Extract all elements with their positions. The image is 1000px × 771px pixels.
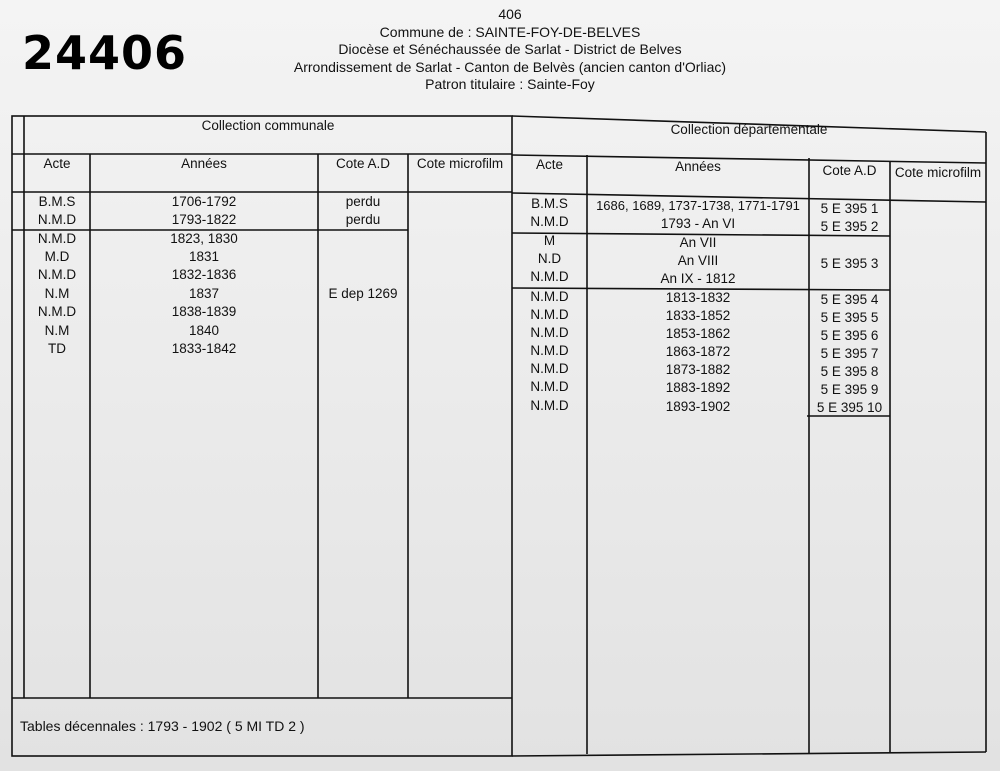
row-acte: M.D — [44, 249, 70, 264]
row-cote: E dep 1269 — [328, 286, 398, 301]
departemental-col-annees: Années — [675, 159, 721, 174]
row-annees: 1853-1862 — [665, 326, 731, 341]
row-annees: 1686, 1689, 1737-1738, 1771-1791 — [596, 198, 800, 213]
row-acte: N.M.D — [530, 289, 569, 304]
row-annees: 1831 — [188, 249, 220, 264]
communal-col-cote-ad: Cote A.D — [335, 156, 391, 171]
row-acte: N.M.D — [530, 269, 569, 284]
row-acte: N.M.D — [530, 361, 569, 376]
row-cote: perdu — [345, 194, 381, 209]
departemental-col-acte: Acte — [535, 157, 563, 172]
row-annees: 1838-1839 — [171, 304, 237, 319]
row-acte: M — [543, 233, 556, 248]
row-acte: N.M.D — [37, 267, 77, 282]
arrondissement-line: Arrondissement de Sarlat - Canton de Belvès (ancien canton d'Orliac) — [293, 58, 727, 75]
row-acte: N.M — [44, 323, 70, 338]
row-acte: N.M.D — [37, 212, 77, 227]
row-acte: N.M.D — [530, 214, 569, 229]
tables-decennales-note: Tables décennales : 1793 - 1902 ( 5 MI TD 2 ) — [20, 718, 305, 734]
communal-col-annees: Années — [181, 156, 227, 171]
row-annees: An VII — [679, 235, 717, 250]
row-annees: An VIII — [677, 253, 719, 268]
row-acte: N.M — [44, 286, 70, 301]
row-cote: 5 E 395 3 — [820, 256, 879, 271]
stamp-number: 24406 — [22, 26, 188, 80]
row-cote: 5 E 395 10 — [816, 400, 883, 415]
row-annees: 1883-1892 — [665, 380, 731, 395]
row-annees: 1813-1832 — [665, 290, 731, 305]
row-annees: 1706-1792 — [171, 194, 237, 209]
row-annees: 1833-1852 — [665, 308, 731, 323]
row-cote: 5 E 395 6 — [820, 328, 879, 343]
row-annees: 1893-1902 — [665, 399, 731, 414]
departemental-col-cote-microfilm: Cote microfilm — [894, 165, 982, 180]
row-annees: 1832-1836 — [171, 267, 237, 282]
row-annees: 1823, 1830 — [170, 231, 238, 246]
row-annees: 1840 — [188, 323, 220, 338]
departemental-collection-title: Collection départementale — [670, 122, 828, 137]
row-acte: N.M.D — [37, 231, 77, 246]
row-acte: N.M.D — [530, 398, 569, 413]
row-cote: 5 E 395 7 — [820, 346, 879, 361]
patron-line: Patron titulaire : Sainte-Foy — [425, 76, 595, 92]
communal-collection-title: Collection communale — [201, 118, 335, 133]
row-acte: B.M.S — [38, 194, 76, 209]
row-cote: 5 E 395 9 — [820, 382, 879, 397]
row-annees: 1837 — [188, 286, 220, 301]
departemental-col-cote-ad: Cote A.D — [822, 163, 877, 178]
page-number: 406 — [498, 6, 522, 22]
row-cote: perdu — [345, 212, 381, 227]
row-annees: 1833-1842 — [171, 341, 237, 356]
row-cote: 5 E 395 5 — [820, 310, 879, 325]
row-acte: N.M.D — [530, 307, 569, 322]
row-acte: N.M.D — [530, 325, 569, 340]
row-annees: 1863-1872 — [665, 344, 731, 359]
row-acte: TD — [48, 341, 66, 356]
row-cote: 5 E 395 1 — [820, 201, 879, 216]
row-acte: B.M.S — [531, 196, 568, 211]
row-cote: 5 E 395 2 — [820, 219, 879, 234]
row-acte: N.M.D — [530, 379, 569, 394]
row-cote: 5 E 395 8 — [820, 364, 879, 379]
row-annees: An IX - 1812 — [660, 271, 736, 286]
row-cote: 5 E 395 4 — [820, 292, 879, 307]
row-acte: N.M.D — [530, 343, 569, 358]
diocese-line: Diocèse et Sénéchaussée de Sarlat - District de Belves — [338, 41, 682, 57]
row-acte: N.M.D — [37, 304, 77, 319]
commune-line: Commune de : SAINTE-FOY-DE-BELVES — [379, 23, 641, 40]
row-acte: N.D — [537, 251, 562, 266]
row-annees: 1793-1822 — [171, 212, 237, 227]
row-annees: 1793 - An VI — [660, 216, 736, 231]
communal-col-cote-microfilm: Cote microfilm — [416, 156, 504, 171]
row-annees: 1873-1882 — [665, 362, 731, 377]
communal-col-acte: Acte — [43, 156, 71, 171]
